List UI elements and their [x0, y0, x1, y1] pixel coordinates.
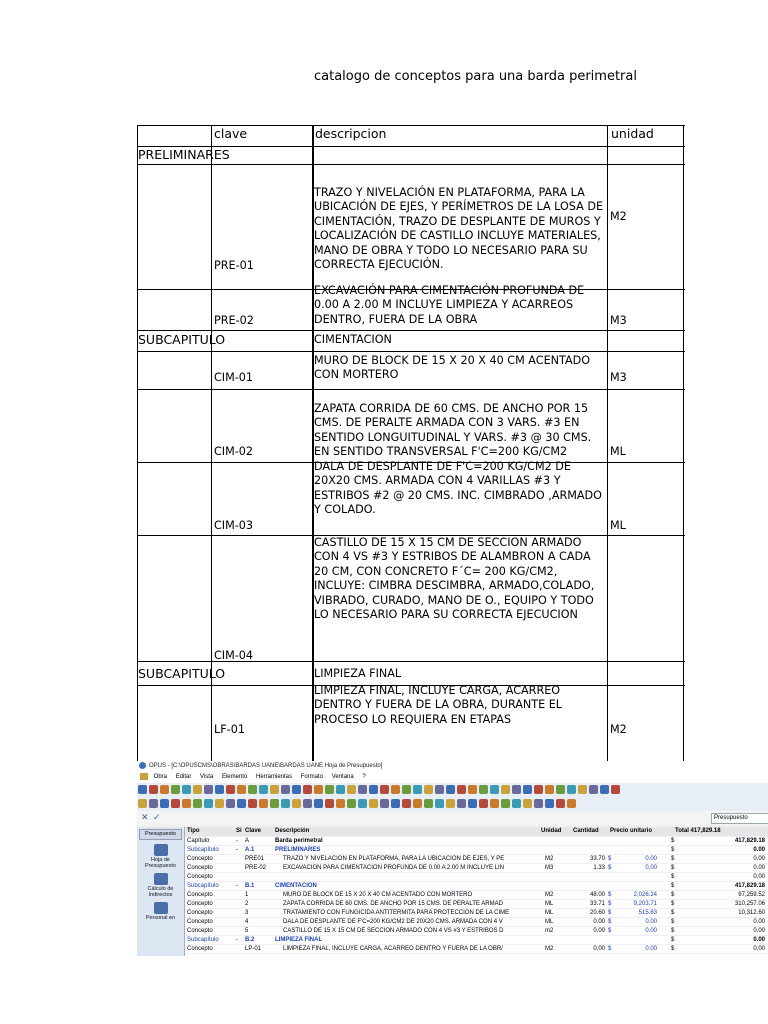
grid-cell-tot_s: $: [671, 901, 675, 907]
table-rule: [137, 351, 685, 352]
sidebar-item-personal[interactable]: [137, 902, 184, 921]
toolbar-button-icon[interactable]: [347, 785, 356, 794]
grid-cell-clave: B.1: [245, 883, 255, 889]
grid-cell-desc: LIMPIEZA FINAL: [275, 937, 323, 943]
concept-unidad: M3: [610, 371, 627, 384]
grid-cell-cantidad: 33.70: [589, 856, 605, 862]
grid-row[interactable]: [185, 864, 768, 873]
grid-cell-cantidad: 1.33: [593, 865, 605, 871]
opus-toolbar-2: [137, 797, 768, 812]
toolbar-button-icon[interactable]: [226, 785, 235, 794]
concept-descripcion: LIMPIEZA FINAL: [314, 667, 402, 680]
toolbar-button-icon[interactable]: [336, 785, 345, 794]
grid-cell-desc: PRELIMINARES: [275, 847, 321, 853]
concept-descripcion: TRAZO Y NIVELACIÓN EN PLATAFORMA, PARA LA UBICACIÓN DE EJES, Y PERÍMETROS DE LA LOSA DE CIMENTACIÓN, TRAZO DE DESPLANTE DE MUROS Y LOCALIZACIÓN DE CASTILLO INCLUYE MATERIALES, MANO DE OBRA Y TODO LO NECESARIO PARA SU CORRECTA EJECUCIÓN.: [314, 186, 604, 272]
grid-row[interactable]: [185, 837, 768, 846]
grid-row[interactable]: [185, 855, 768, 864]
toolbar-button-icon[interactable]: [204, 799, 213, 808]
toolbar-button-icon[interactable]: [369, 799, 378, 808]
grid-cell-tot_s: $: [671, 946, 675, 952]
accept-icon[interactable]: ✓: [153, 812, 161, 822]
toolbar-button-icon[interactable]: [369, 785, 378, 794]
toolbar-button-icon[interactable]: [545, 785, 554, 794]
toolbar-button-icon[interactable]: [578, 785, 587, 794]
budget-grid: [185, 827, 768, 956]
grid-cell-tipo: Concepto: [187, 856, 213, 862]
grid-cell-tot_s: $: [671, 847, 675, 853]
concept-unidad: M2: [610, 210, 627, 223]
grid-cell-cantidad: 0.00: [593, 946, 605, 952]
concept-clave: PRE-01: [214, 259, 254, 272]
grid-cell-clave: A: [245, 838, 250, 844]
toolbar-button-icon[interactable]: [215, 799, 224, 808]
grid-cell-pu: 515.63: [638, 910, 657, 916]
toolbar-button-icon[interactable]: [292, 785, 301, 794]
grid-cell-pu_s: $: [608, 856, 612, 862]
grid-cell-unidad: M2: [545, 946, 554, 952]
toolbar-button-icon[interactable]: [556, 785, 565, 794]
grid-cell-clave: B.2: [245, 937, 255, 943]
column-header[interactable]: Tipo: [187, 828, 200, 834]
grid-cell-tot_s: $: [671, 910, 675, 916]
toolbar-button-icon[interactable]: [259, 799, 268, 808]
sidebar-item-hoja-presupuesto[interactable]: [137, 844, 184, 869]
grid-cell-total: 417,829.18: [734, 838, 765, 844]
menu-herramientas[interactable]: Herramientas: [255, 774, 292, 780]
grid-cell-pu_s: $: [608, 910, 612, 916]
grid-cell-pu_s: $: [608, 901, 612, 907]
toolbar-button-icon[interactable]: [237, 799, 246, 808]
toolbar-button-icon[interactable]: [545, 799, 554, 808]
grid-row[interactable]: [185, 873, 768, 882]
grid-row[interactable]: [185, 891, 768, 900]
grid-cell-desc: DALA DE DESPLANTE DE F'C=200 KG/CM2 DE 20X20 CMS. ARMADA CON 4 V: [283, 919, 503, 925]
grid-cell-unidad: M2: [545, 856, 554, 862]
toolbar-button-icon[interactable]: [314, 799, 323, 808]
grid-cell-si: -: [236, 937, 238, 943]
grid-row[interactable]: [185, 918, 768, 927]
toolbar-button-icon[interactable]: [534, 785, 543, 794]
grid-cell-total: 0.00: [753, 865, 765, 871]
cancel-icon[interactable]: ✕: [141, 812, 149, 822]
toolbar-button-icon[interactable]: [457, 799, 466, 808]
concept-clave: CIM-04: [214, 649, 254, 662]
grid-row[interactable]: [185, 909, 768, 918]
grid-cell-tipo: Subcapítulo: [187, 937, 219, 943]
concept-unidad: M2: [610, 723, 627, 736]
grid-cell-total: 10,312.60: [738, 910, 765, 916]
toolbar-button-icon[interactable]: [358, 799, 367, 808]
concept-descripcion: DALA DE DESPLANTE DE F'C=200 KG/CM2 DE 20X20 CMS. ARMADA CON 4 VARILLAS #3 Y ESTRIBOS #2 @ 20 CMS. INC. CIMBRADO ,ARMADO Y COLADO.: [314, 460, 602, 517]
toolbar-button-icon[interactable]: [479, 799, 488, 808]
opus-menu-bar: [137, 772, 768, 783]
document-title: catalogo de conceptos para una barda perimetral: [314, 69, 637, 84]
grid-cell-cantidad: 20.60: [589, 910, 605, 916]
grid-cell-desc: ZAPATA CORRIDA DE 60 CMS. DE ANCHO POR 15 CMS. DE PERALTE ARMAD: [283, 901, 503, 907]
concept-clave: LF-01: [214, 723, 245, 736]
grid-cell-total: 0.00: [753, 937, 765, 943]
grid-cell-tipo: Concepto: [187, 928, 213, 934]
grid-row[interactable]: [185, 882, 768, 891]
grid-cell-unidad: ML: [545, 919, 554, 925]
concept-unidad: ML: [610, 519, 626, 532]
personnel-icon: [154, 902, 168, 914]
grid-cell-total: 310,257.06: [734, 901, 765, 907]
table-column-rule: [607, 125, 608, 761]
grid-cell-tipo: Concepto: [187, 910, 213, 916]
grid-cell-unidad: M2: [545, 892, 554, 898]
toolbar-button-icon[interactable]: [292, 799, 301, 808]
grid-cell-tot_s: $: [671, 865, 675, 871]
sidebar-item-calculo-indirectos[interactable]: [137, 873, 184, 898]
toolbar-button-icon[interactable]: [182, 799, 191, 808]
toolbar-button-icon[interactable]: [149, 799, 158, 808]
grid-cell-tot_s: $: [671, 928, 675, 934]
indirect-costs-icon: [154, 873, 168, 885]
toolbar-button-icon[interactable]: [512, 785, 521, 794]
toolbar-button-icon[interactable]: [457, 785, 466, 794]
toolbar-button-icon[interactable]: [259, 785, 268, 794]
grid-cell-total: 0.00: [753, 856, 765, 862]
grid-cell-desc: EXCAVACIÓN PARA CIMENTACIÓN PROFUNDA DE 0.00 A 2.00 M INCLUYE LIN: [283, 865, 504, 871]
toolbar-button-icon[interactable]: [347, 799, 356, 808]
grid-cell-tipo: Subcapítulo: [187, 883, 219, 889]
grid-cell-tot_s: $: [671, 874, 675, 880]
grid-cell-total: 0.00: [753, 874, 765, 880]
toolbar-button-icon[interactable]: [303, 785, 312, 794]
toolbar-button-icon[interactable]: [281, 785, 290, 794]
grid-cell-desc: TRAZO Y NIVELACIÓN EN PLATAFORMA, PARA LA UBICACIÓN DE EJES, Y PE: [283, 856, 505, 862]
toolbar-button-icon[interactable]: [534, 799, 543, 808]
concept-clave: CIM-02: [214, 445, 254, 458]
column-header[interactable]: Precio unitario: [610, 828, 653, 834]
menu-elemento[interactable]: Elemento: [221, 774, 248, 780]
toolbar-button-icon[interactable]: [446, 799, 455, 808]
grid-cell-si: -: [236, 847, 238, 853]
toolbar-button-icon[interactable]: [270, 785, 279, 794]
grid-cell-tot_s: $: [671, 856, 675, 862]
table-rule: [137, 330, 685, 331]
toolbar-button-icon[interactable]: [204, 785, 213, 794]
toolbar-button-icon[interactable]: [523, 799, 532, 808]
toolbar-button-icon[interactable]: [556, 799, 565, 808]
toolbar-button-icon[interactable]: [413, 785, 422, 794]
sidebar-item-label: Personal en: [145, 915, 176, 921]
grid-cell-tot_s: $: [671, 937, 675, 943]
opus-toolbar-1: [137, 783, 768, 798]
toolbar-button-icon[interactable]: [138, 785, 147, 794]
toolbar-button-icon[interactable]: [490, 785, 499, 794]
toolbar-button-icon[interactable]: [160, 785, 169, 794]
toolbar-button-icon[interactable]: [391, 785, 400, 794]
grid-cell-desc: LIMPIEZA FINAL, INCLUYE CARGA, ACARREO DENTRO Y FUERA DE LA OBR/: [283, 946, 503, 952]
grid-cell-clave: 4: [245, 919, 249, 925]
grid-cell-tipo: Capítulo: [187, 838, 210, 844]
toolbar-button-icon[interactable]: [424, 785, 433, 794]
concept-descripcion: ZAPATA CORRIDA DE 60 CMS. DE ANCHO POR 15 CMS. DE PERALTE ARMADA CON 3 VARS. #3 EN SENTIDO LONGUITUDINAL Y VARS. #3 @ 30 CMS. EN SENTIDO TRANSVERSAL F'C=200 KG/CM2: [314, 402, 592, 459]
toolbar-button-icon[interactable]: [468, 799, 477, 808]
grid-cell-si: -: [236, 838, 238, 844]
toolbar-button-icon[interactable]: [226, 799, 235, 808]
toolbar-button-icon[interactable]: [171, 785, 180, 794]
toolbar-button-icon[interactable]: [380, 785, 389, 794]
grid-cell-unidad: m2: [545, 928, 554, 934]
toolbar-button-icon[interactable]: [523, 785, 532, 794]
sidebar-item-label: Cálculo de Indirectos: [147, 886, 174, 898]
concept-clave: CIM-03: [214, 519, 254, 532]
menu-formato[interactable]: Formato: [300, 774, 324, 780]
menu-help[interactable]: ?: [362, 774, 366, 780]
column-header[interactable]: Clave: [245, 828, 262, 834]
concept-descripcion: MURO DE BLOCK DE 15 X 20 X 40 CM ACENTADO CON MORTERO: [314, 354, 591, 382]
grid-cell-unidad: ML: [545, 901, 554, 907]
grid-cell-tipo: Concepto: [187, 901, 213, 907]
grid-cell-tot_s: $: [671, 883, 675, 889]
grid-cell-pu_s: $: [608, 946, 612, 952]
opus-screenshot: [137, 761, 768, 956]
grid-cell-desc: MURO DE BLOCK DE 15 X 20 X 40 CM ACENTADO CON MORTERO: [283, 892, 473, 898]
grid-cell-total: 0.00: [753, 847, 765, 853]
grid-cell-tipo: Concepto: [187, 874, 213, 880]
opus-window-title: OPUS - [C:\OPUSCMS\OBRAS\BARDAS UANE\BARDAS UANE Hoja de Presupuesto]: [149, 763, 383, 769]
grid-cell-desc: TRATAMIENTO CON FUNGICIDA ANTITERMITA PARA PROTECCION DE LA CIME: [283, 910, 510, 916]
toolbar-button-icon[interactable]: [479, 785, 488, 794]
grid-cell-tipo: Concepto: [187, 865, 213, 871]
concept-clave: PRE-02: [214, 314, 254, 327]
opus-toolbar-3: [137, 811, 768, 825]
grid-cell-clave: A.1: [245, 847, 255, 853]
grid-cell-tot_s: $: [671, 919, 675, 925]
grid-row[interactable]: [185, 936, 768, 945]
toolbar-button-icon[interactable]: [611, 785, 620, 794]
toolbar-button-icon[interactable]: [567, 785, 576, 794]
toolbar-button-icon[interactable]: [402, 799, 411, 808]
grid-cell-pu_s: $: [608, 865, 612, 871]
grid-cell-desc: CIMENTACION: [275, 883, 317, 889]
column-header[interactable]: Descripción: [275, 828, 310, 834]
grid-cell-cantidad: 33.71: [589, 901, 605, 907]
grid-cell-cantidad: 0.00: [593, 919, 605, 925]
grid-cell-clave: PRE01: [245, 856, 265, 862]
grid-cell-pu: 0.00: [645, 928, 657, 934]
toolbar-button-icon[interactable]: [567, 799, 576, 808]
toolbar-button-icon[interactable]: [248, 785, 257, 794]
grid-cell-clave: PRE-02: [245, 865, 267, 871]
grid-cell-desc: Barda perimetral: [275, 838, 323, 844]
menu-obra[interactable]: Obra: [153, 774, 168, 780]
sidebar-tab-presupuesto[interactable]: Presupuesto: [139, 829, 182, 840]
grid-cell-total: 0.00: [753, 928, 765, 934]
grid-cell-cantidad: 48.00: [589, 892, 605, 898]
grid-cell-pu_s: $: [608, 919, 612, 925]
toolbar-button-icon[interactable]: [358, 785, 367, 794]
menu-editar[interactable]: Editar: [175, 774, 192, 780]
toolbar-button-icon[interactable]: [589, 785, 598, 794]
toolbar-button-icon[interactable]: [248, 799, 257, 808]
opus-title-bar: [137, 761, 768, 772]
grid-cell-total: 0.00: [753, 946, 765, 952]
column-header[interactable]: Unidad: [541, 828, 562, 834]
toolbar-button-icon[interactable]: [149, 785, 158, 794]
grid-cell-pu: 0.00: [645, 946, 657, 952]
grid-cell-unidad: M3: [545, 865, 554, 871]
sidebar-item-label: Hoja de Presupuesto: [145, 857, 176, 869]
concept-descripcion: EXCAVACIÓN PARA CIMENTACIÓN PROFUNDA DE 0.00 A 2.00 M INCLUYE LIMPIEZA Y ACARREOS DENTRO, FUERA DE LA OBRA: [314, 284, 585, 326]
grid-cell-pu: 2,026.24: [633, 892, 657, 898]
grid-cell-tipo: Concepto: [187, 946, 213, 952]
grid-cell-pu: 9,203.71: [633, 901, 657, 907]
grid-row[interactable]: [185, 945, 768, 954]
toolbar-button-icon[interactable]: [193, 785, 202, 794]
section-label: SUBCAPITULO: [138, 332, 226, 347]
grid-cell-total: 417,829.18: [734, 883, 765, 889]
concept-descripcion: LIMPIEZA FINAL, INCLUYE CARGA, ACARREO DENTRO Y FUERA DE LA OBRA, DURANTE EL PROCESO LO REQUIERA EN ETAPAS: [314, 684, 563, 726]
grid-cell-desc: CASTILLO DE 15 X 15 CM DE SECCION ARMADO CON 4 VS #3 Y ESTRIBOS D: [283, 928, 504, 934]
toolbar-button-icon[interactable]: [303, 799, 312, 808]
column-header[interactable]: Total 417,829.18: [675, 828, 721, 834]
menu-doc-icon[interactable]: [140, 773, 148, 780]
grid-row[interactable]: [185, 846, 768, 855]
toolbar-button-icon[interactable]: [182, 785, 191, 794]
concept-descripcion: CIMENTACION: [314, 333, 392, 346]
grid-cell-si: -: [236, 883, 238, 889]
table-rule: [137, 164, 685, 165]
grid-cell-pu: 0.00: [645, 865, 657, 871]
concept-unidad: M3: [610, 314, 627, 327]
toolbar-button-icon[interactable]: [336, 799, 345, 808]
grid-cell-total: 97,259.52: [738, 892, 765, 898]
section-label: SUBCAPITULO: [138, 666, 226, 681]
toolbar-button-icon[interactable]: [281, 799, 290, 808]
header-clave: clave: [214, 126, 248, 141]
toolbar-button-icon[interactable]: [435, 799, 444, 808]
toolbar-button-icon[interactable]: [193, 799, 202, 808]
menu-vista[interactable]: Vista: [200, 774, 214, 780]
grid-cell-tipo: Concepto: [187, 892, 213, 898]
grid-cell-cantidad: 0.00: [593, 928, 605, 934]
menu-ventana[interactable]: Ventana: [331, 774, 354, 780]
toolbar-button-icon[interactable]: [325, 799, 334, 808]
grid-cell-clave: 5: [245, 928, 249, 934]
toolbar-button-icon[interactable]: [402, 785, 411, 794]
presupuesto-field[interactable]: Presupuesto: [711, 813, 768, 824]
grid-cell-tipo: Concepto: [187, 919, 213, 925]
toolbar-button-icon[interactable]: [468, 785, 477, 794]
grid-cell-clave: 2: [245, 901, 249, 907]
grid-cell-tipo: Subcapítulo: [187, 847, 219, 853]
column-header[interactable]: Cantidad: [573, 828, 599, 834]
grid-cell-pu_s: $: [608, 892, 612, 898]
grid-cell-clave: 1: [245, 892, 249, 898]
table-rule: [137, 389, 685, 390]
grid-cell-tot_s: $: [671, 838, 675, 844]
toolbar-button-icon[interactable]: [413, 799, 422, 808]
toolbar-button-icon[interactable]: [512, 799, 521, 808]
toolbar-button-icon[interactable]: [424, 799, 433, 808]
budget-sheet-icon: [154, 844, 168, 856]
section-label: PRELIMINARES: [138, 147, 230, 162]
toolbar-button-icon[interactable]: [391, 799, 400, 808]
toolbar-button-icon[interactable]: [600, 785, 609, 794]
toolbar-button-icon[interactable]: [501, 799, 510, 808]
toolbar-button-icon[interactable]: [435, 785, 444, 794]
concept-catalog-table: [137, 125, 685, 760]
grid-cell-pu: 0.00: [645, 856, 657, 862]
toolbar-button-icon[interactable]: [160, 799, 169, 808]
toolbar-button-icon[interactable]: [490, 799, 499, 808]
toolbar-button-icon[interactable]: [171, 799, 180, 808]
header-descripcion: descripcion: [315, 126, 387, 141]
concept-descripcion: CASTILLO DE 15 X 15 CM DE SECCION ARMADO CON 4 VS #3 Y ESTRIBOS DE ALAMBRON A CADA 20 CM, CON CONCRETO F´C= 200 KG/CM2, INCLUYE: CIMBRA DESCIMBRA, ARMADO,COLADO, VIBRADO, CURADO, MANO DE O., EQUIPO Y TODO LO NECESARIO PARA SU CORRECTA EJECUCION: [314, 536, 595, 622]
toolbar-button-icon[interactable]: [314, 785, 323, 794]
grid-cell-total: 0.00: [753, 919, 765, 925]
opus-sidebar: [137, 827, 185, 956]
grid-cell-clave: 3: [245, 910, 249, 916]
table-column-rule: [683, 125, 684, 761]
grid-cell-pu: 0.00: [645, 919, 657, 925]
grid-cell-pu_s: $: [608, 928, 612, 934]
toolbar-button-icon[interactable]: [446, 785, 455, 794]
toolbar-button-icon[interactable]: [237, 785, 246, 794]
header-unidad: unidad: [611, 126, 654, 141]
column-header[interactable]: Si: [236, 828, 242, 834]
toolbar-button-icon[interactable]: [380, 799, 389, 808]
grid-header: [185, 827, 768, 837]
toolbar-button-icon[interactable]: [270, 799, 279, 808]
grid-cell-clave: LP-01: [245, 946, 262, 952]
grid-row[interactable]: [185, 900, 768, 909]
opus-app-icon: [139, 762, 146, 769]
concept-clave: CIM-01: [214, 371, 254, 384]
grid-row[interactable]: [185, 927, 768, 936]
grid-cell-tot_s: $: [671, 892, 675, 898]
concept-unidad: ML: [610, 445, 626, 458]
toolbar-button-icon[interactable]: [501, 785, 510, 794]
grid-cell-unidad: ML: [545, 910, 554, 916]
toolbar-button-icon[interactable]: [138, 799, 147, 808]
toolbar-button-icon[interactable]: [325, 785, 334, 794]
toolbar-button-icon[interactable]: [215, 785, 224, 794]
